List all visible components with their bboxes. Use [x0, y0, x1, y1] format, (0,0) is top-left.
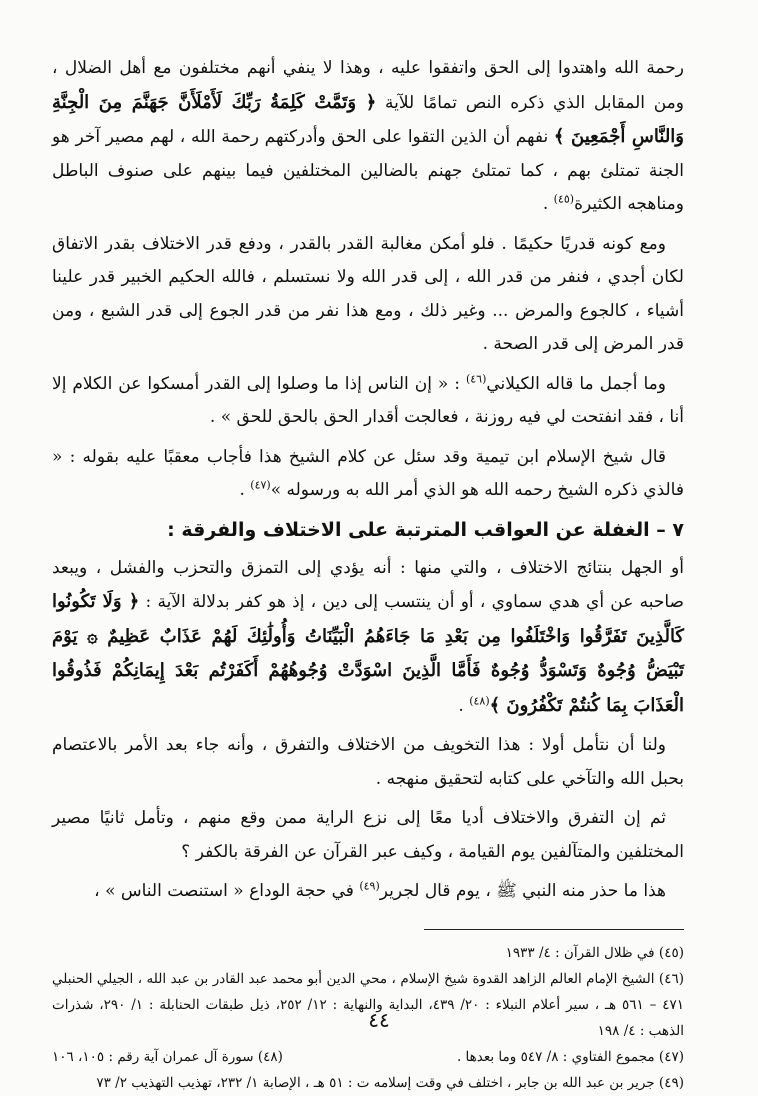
footnote-49: (٤٩) جرير بن عبد الله بن جابر ، اختلف في وقت إسلامه ت : ٥١ هـ ، الإصابة ١/ ٢٣٢، تهذيب التهذيب ٢/ ٧٣ [96, 1074, 684, 1091]
paragraph-4-text: قال شيخ الإسلام ابن تيمية وقد سئل عن كلام الشيخ هذا فأجاب معقبًا عليه بقوله : « فالذي ذكره الشيخ رحمه الله هو الذي أمر الله به ورسوله » [52, 446, 684, 500]
footnote-ref-45[interactable]: (٤٥) [553, 192, 575, 206]
paragraph-8 [52, 875, 684, 909]
footnote-ref-49[interactable]: (٤٩) [359, 879, 380, 893]
paragraph-8-end: في حجة الوداع « استنصت الناس » ، [94, 881, 360, 901]
quran-verse-1: ﴿ وَتَمَّتْ كَلِمَةُ رَبِّكَ لَأَمْلَأَنَّ جَهَنَّمَ مِنَ الْجِنَّةِ وَالنَّاسِ أَجْمَعِينَ ﴾ [52, 91, 684, 147]
footnote-45: (٤٥) في ظلال القرآن : ٤/ ١٩٣٣ [505, 944, 684, 961]
footnote-46: (٤٦) الشيخ الإمام العالم الزاهد القدوة شيخ الإسلام ، محي الدين أبو محمد عبد القادر بن عبد الله ، الجيلي الحنبلي ٤٧١ – ٥٦١ هـ ، سير أعلام النبلاء : ٢٠/ ٤٣٩، البداية والنهاية : ١٢/ ٢٥٢، ذيل طبقات الحنابلة : ١/ ٢٩٠، شذرات الذهب : ٤/ ١٩٨ [52, 970, 684, 1039]
footnote-ref-47[interactable]: (٤٧) [250, 478, 271, 492]
paragraph-5 [52, 552, 684, 724]
section-heading: ٧ – الغفلة عن العواقب المترتبة على الاختلاف والفرقة : [167, 518, 684, 541]
footnote-row-47-48 [52, 1044, 684, 1070]
footnote-47: (٤٧) مجموع الفتاوي : ٨/ ٥٤٧ وما بعدها . [456, 1048, 684, 1065]
quran-verse-2: ﴿ وَلَا تَكُونُوا كَالَّذِينَ تَفَرَّقُوا وَاخْتَلَفُوا مِن بَعْدِ مَا جَاءَهُمُ الْبَيِّنَاتُ وَأُولَٰئِكَ لَهُمْ عَذَابٌ عَظِيمٌ ۞ يَوْمَ تَبْيَضُّ وُجُوهٌ وَتَسْوَدُّ وُجُوهٌ فَأَمَّا الَّذِينَ اسْوَدَّتْ وُجُوهُهُمْ أَكَفَرْتُم بَعْدَ إِيمَانِكُمْ فَذُوقُوا الْعَذَابَ بِمَا كُنتُمْ تَكْفُرُونَ ﴾ [52, 591, 684, 716]
footnote-ref-46[interactable]: (٤٦) [465, 371, 487, 385]
paragraph-3 [52, 368, 684, 435]
paragraph-3-text: وما أجمل ما قاله الكيلاني [486, 373, 666, 394]
paragraph-5-text: أو الجهل بنتائج الاختلاف ، والتي منها : أنه يؤدي إلى التمزق والتحزب والفشل ، ويبعد صاحبه عن أي هدي سماوي ، أو أن ينتسب إلى دين ، إذ هو كفر بدلالة الآية : [52, 557, 684, 612]
paragraph-8-text: هذا ما حذر منه النبي ﷺ ، يوم قال لجرير [379, 881, 666, 901]
paragraph-1-end: . [542, 194, 554, 214]
paragraph-4 [52, 441, 684, 508]
paragraph-2: ومع كونه قدريًا حكيمًا . فلو أمكن مغالبة القدر بالقدر ، ودفع قدر الاختلاف بقدر الاتفاق لكان أجدي ، فنفر من قدر الله ، إلى قدر الله ولا نستسلم ، فالله الحكيم الخبير قدر علينا أشياء ، كالجوع والمرض ... وغير ذلك ، ومع هذا نفر من قدر الجوع إلى قدر الشبع ، ومن قدر المرض إلى قدر الصحة . [52, 233, 684, 354]
paragraph-1-text: رحمة الله واهتدوا إلى الحق واتفقوا عليه ، وهذا لا ينفي أنهم مختلفون مع أهل الضلال ، ومن المقابل الذي ذكره النص تمامًا للآية [52, 58, 684, 113]
page-body [52, 52, 684, 1096]
paragraph-1 [52, 52, 684, 222]
page-number: ٤٤ [368, 1008, 390, 1032]
footnote-divider [424, 929, 684, 930]
footnote-48: (٤٨) سورة آل عمران آية رقم : ١٠٥، ١٠٦ [52, 1048, 283, 1065]
footnote-ref-48[interactable]: (٤٨) [469, 693, 490, 707]
paragraph-6: ولنا أن نتأمل أولا : هذا التخويف من الاختلاف والتفرق ، وأنه جاء بعد الأمر بالاعتصام بحبل الله والتآخي على كتابه لتحقيق منهجه . [52, 735, 684, 789]
paragraph-4-end: . [239, 480, 251, 500]
paragraph-5-end: . [458, 695, 470, 716]
paragraph-1-text-cont: نفهم أن الذين التقوا على الحق وأدركتهم رحمة الله ، لهم مصير آخر هو الجنة تمتلئ بهم ، كما تمتلئ جهنم بالضالين المختلفين فيما بينهم على صنوف الباطل ومناهجه الكثيرة [52, 127, 684, 214]
paragraph-3-quote: : « إن الناس إذا ما وصلوا إلى القدر أمسكوا عن الكلام إلا أنا ، فقد انفتحت لي فيه روزنة ، فعالجت أقدار الحق بالحق للحق » . [52, 373, 684, 427]
paragraph-7: ثم إن التفرق والاختلاف أديا معًا إلى نزع الراية ممن وقع منهم ، وتأمل ثانيًا مصير المختلفين والمتآلفين يوم القيامة ، وكيف عبر القرآن عن الفرقة بالكفر ؟ [52, 808, 684, 862]
